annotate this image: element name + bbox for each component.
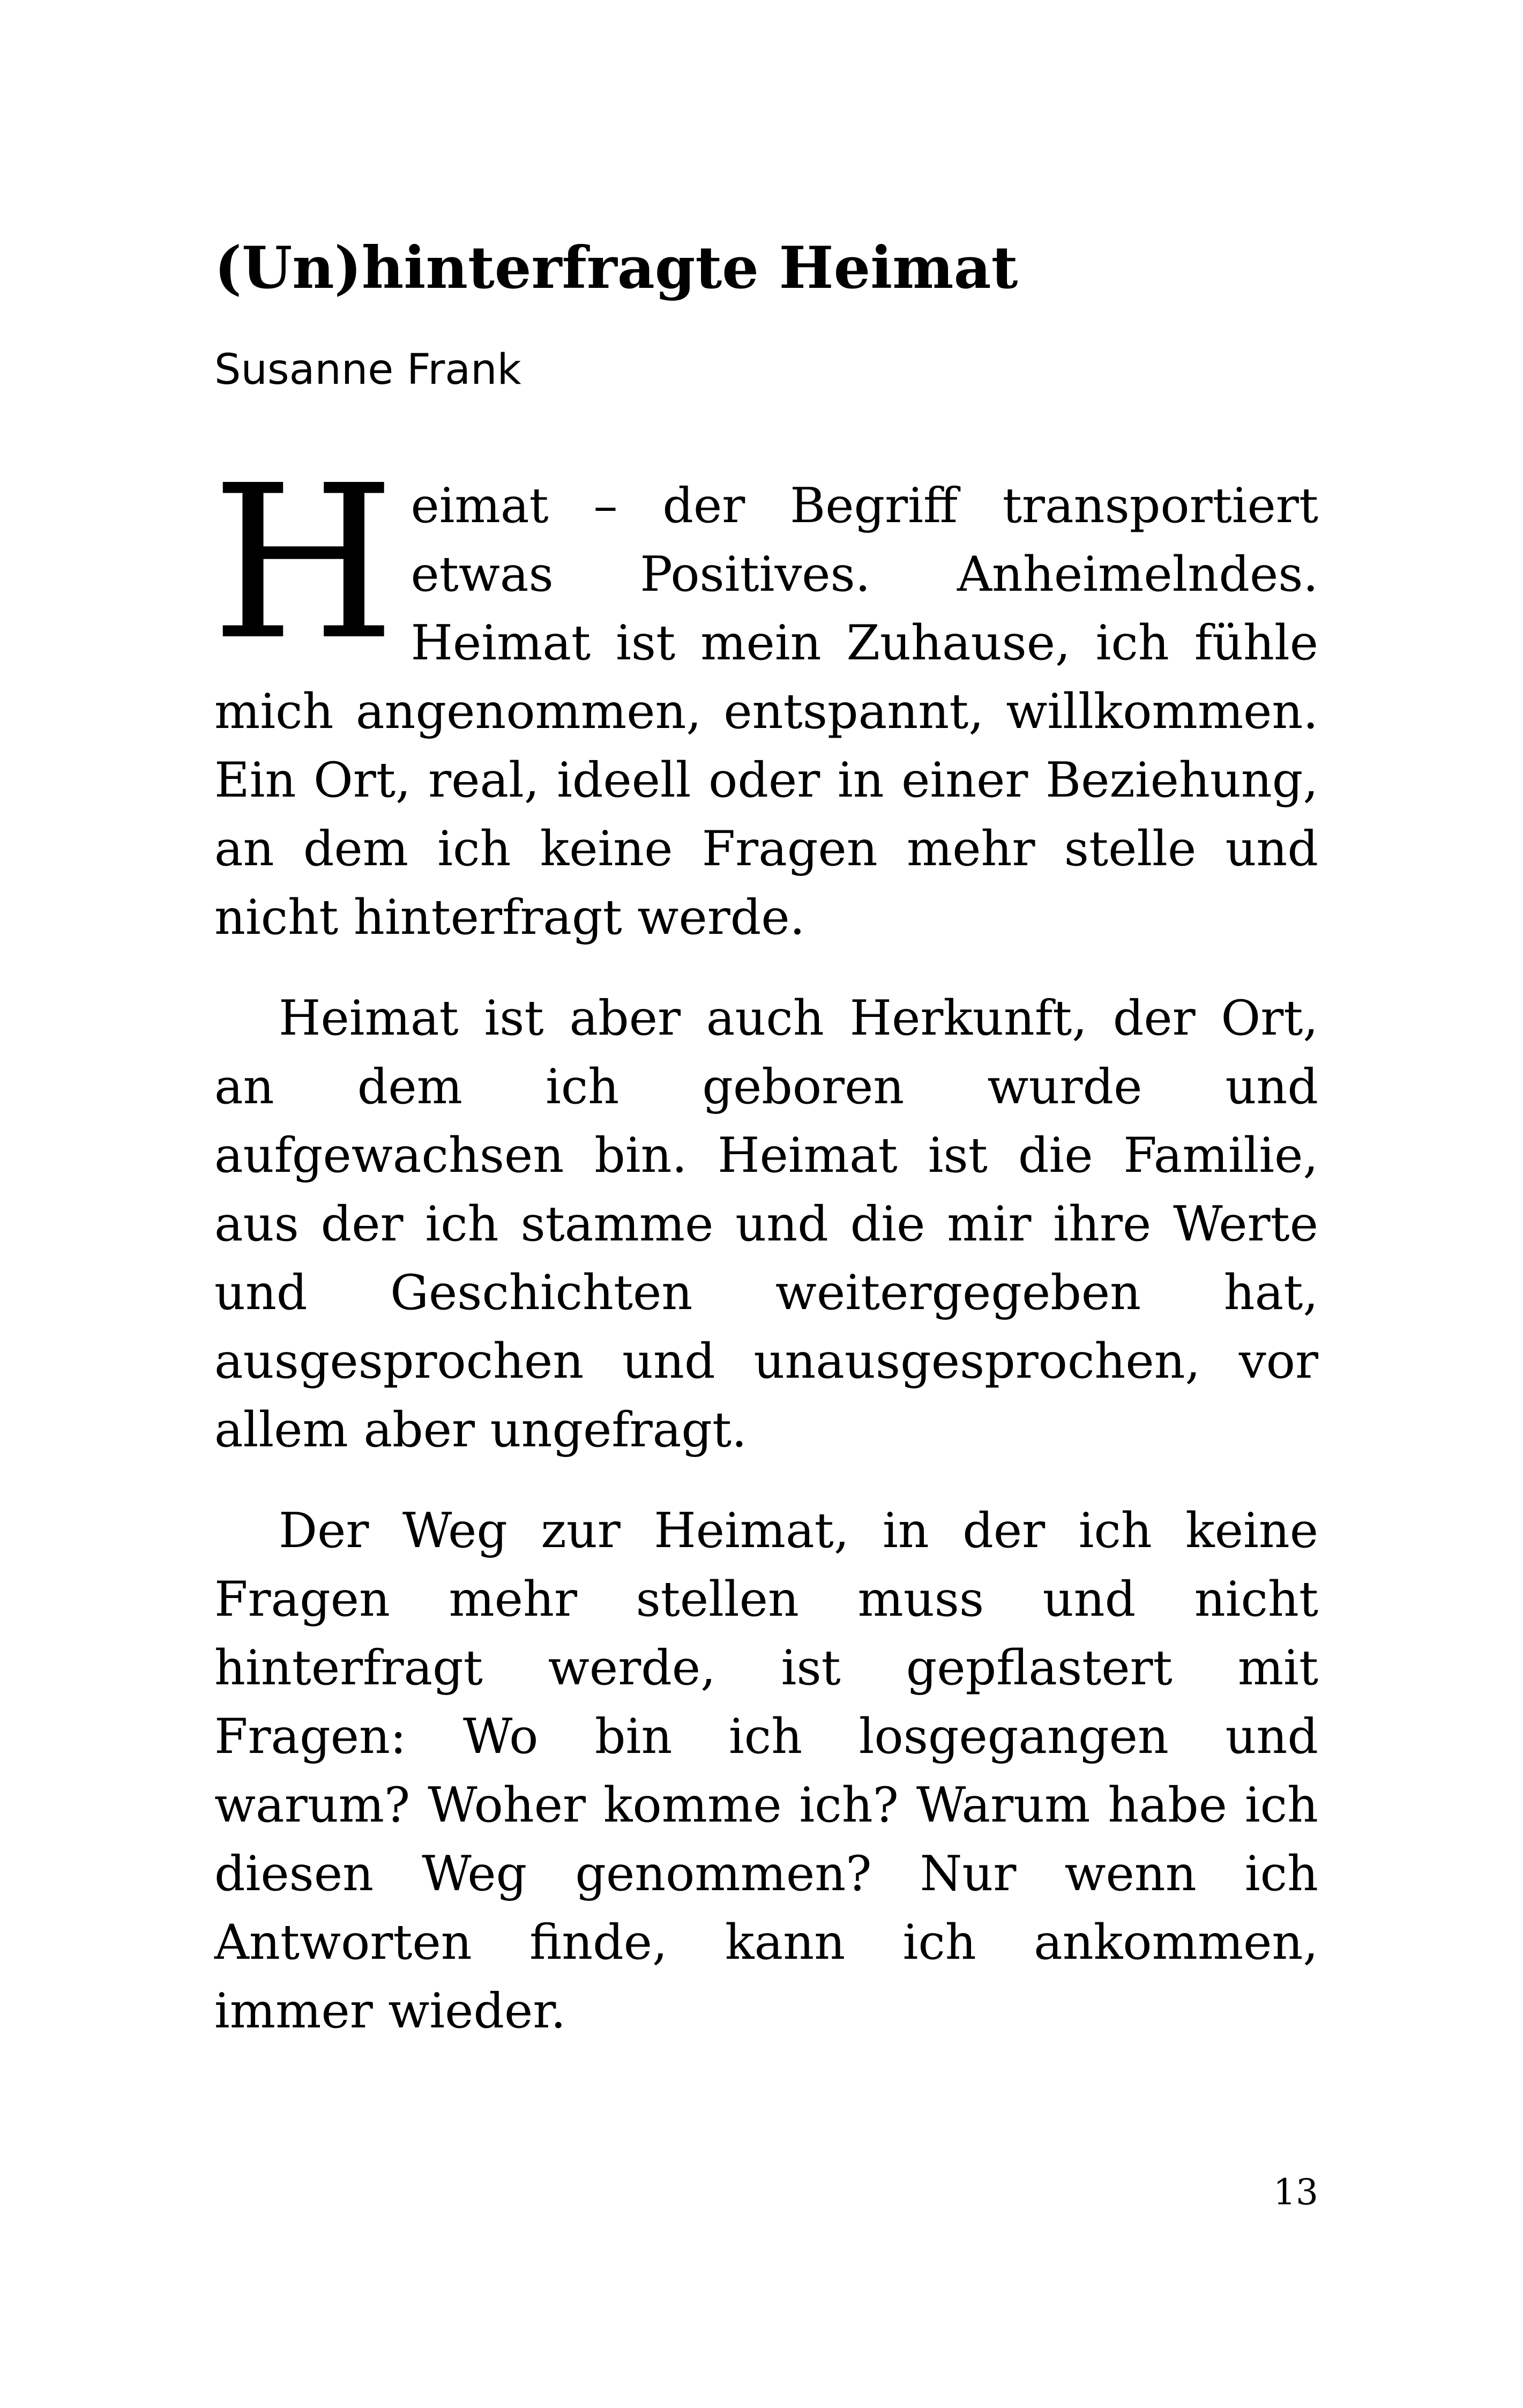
article-body bbox=[211, 440, 1318, 2046]
paragraph-2: Heimat ist aber auch Herkunft, der Ort, an dem ich geboren wurde und aufgewachsen bin. Heimat ist die Familie, aus der ich stamme und die mir ihre Werte und Geschichten weitergegeben hat, ausgesprochen und unausgesprochen, vor allem aber ungefragt. bbox=[214, 990, 1318, 1458]
paragraph-1-text: eimat – der Begriff transportiert etwas Positives. Anheimelndes. Heimat ist mein Zuhause, ich fühle mich angenommen, entspannt, willkommen. Ein Ort, real, ideell oder in einer Beziehung, an dem ich keine Fragen mehr stelle und nicht hinterfragt werde. bbox=[214, 478, 1318, 946]
drop-cap: H bbox=[211, 440, 396, 687]
page-number: 13 bbox=[1273, 2172, 1318, 2213]
paragraph-3: Der Weg zur Heimat, in der ich keine Fragen mehr stellen muss und nicht hinterfragt werde, ist gepflastert mit Fragen: Wo bin ich losgegangen und warum? Woher komme ich? Warum habe ich diesen Weg genommen? Nur wenn ich Antworten finde, kann ich ankommen, immer wieder. bbox=[214, 1503, 1318, 2039]
paragraph-1 bbox=[211, 440, 1318, 952]
page-title: (Un)hinterfragte Heimat bbox=[214, 234, 1018, 302]
author-name: Susanne Frank bbox=[214, 346, 521, 394]
